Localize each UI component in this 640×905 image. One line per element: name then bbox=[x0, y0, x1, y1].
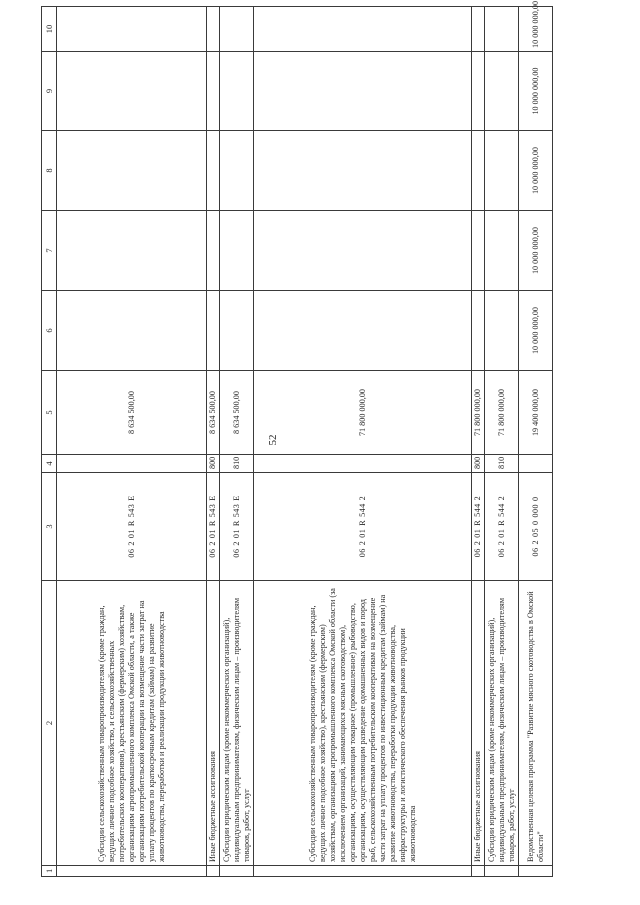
header-cell: 8 bbox=[42, 131, 57, 211]
code-segment: 544 bbox=[496, 503, 506, 517]
amount-cell bbox=[57, 7, 207, 52]
amount-cell: 10 000 000,00 bbox=[519, 52, 553, 131]
code-segment: 06 bbox=[530, 547, 540, 557]
table-row bbox=[220, 7, 254, 877]
expense-type-cell bbox=[57, 455, 207, 473]
header-cell: 10 bbox=[42, 7, 57, 52]
classification-code-cell bbox=[519, 473, 553, 581]
amount-cell: 10 000 000,00 bbox=[519, 291, 553, 371]
code-segment: Е bbox=[231, 495, 241, 501]
amount-cell bbox=[472, 52, 485, 131]
row-number-cell bbox=[519, 866, 553, 877]
code-segment: 000 bbox=[530, 504, 540, 518]
description-cell: Иные бюджетные ассигнования bbox=[207, 581, 220, 866]
amount-cell bbox=[57, 291, 207, 371]
code-segment: 0 bbox=[530, 520, 540, 525]
code-segment: 01 bbox=[496, 528, 506, 538]
amount-cell: 8 634 500,00 bbox=[220, 371, 254, 455]
row-number-cell bbox=[472, 866, 485, 877]
code-segment: 2 bbox=[496, 540, 506, 546]
code-segment: 2 bbox=[126, 541, 136, 546]
code-segment: 2 bbox=[473, 540, 482, 546]
amount-cell bbox=[207, 52, 220, 131]
code-segment: 01 bbox=[126, 529, 136, 539]
table-row bbox=[519, 7, 553, 877]
code-segment: 543 bbox=[126, 503, 136, 518]
row-number-cell bbox=[254, 866, 472, 877]
classification-code-cell bbox=[57, 473, 207, 581]
amount-cell bbox=[220, 131, 254, 211]
code-segment: 544 bbox=[473, 503, 482, 517]
code-segment: 06 bbox=[473, 548, 482, 558]
amount-cell bbox=[485, 131, 519, 211]
row-number-cell bbox=[485, 866, 519, 877]
amount-cell bbox=[220, 291, 254, 371]
amount-cell bbox=[207, 7, 220, 52]
table-body bbox=[42, 0, 553, 877]
header-cell: 6 bbox=[42, 291, 57, 371]
header-row bbox=[42, 7, 57, 877]
expense-type-cell bbox=[254, 455, 472, 473]
amount-cell bbox=[485, 52, 519, 131]
amount-cell: 19 400 000,00 bbox=[519, 371, 553, 455]
header-cell: 2 bbox=[42, 581, 57, 866]
header-cell: 4 bbox=[42, 455, 57, 473]
header-cell: 1 bbox=[42, 866, 57, 877]
amount-cell bbox=[220, 211, 254, 291]
amount-cell bbox=[220, 52, 254, 131]
code-segment: Е bbox=[208, 495, 217, 501]
code-segment: Е bbox=[126, 495, 136, 501]
classification-code-cell bbox=[472, 473, 485, 581]
row-number-cell bbox=[207, 866, 220, 877]
code-segment: 06 bbox=[496, 548, 506, 558]
code-segment: 2 bbox=[357, 540, 367, 546]
amount-cell bbox=[207, 131, 220, 211]
amount-cell bbox=[254, 131, 472, 211]
table-row bbox=[57, 7, 207, 877]
expense-type-cell: 810 bbox=[220, 455, 254, 473]
code-segment: 06 bbox=[208, 548, 217, 558]
amount-cell bbox=[254, 211, 472, 291]
code-segment: 01 bbox=[473, 528, 482, 538]
code-segment: 2 bbox=[231, 541, 241, 546]
amount-cell: 10 000 000,00 bbox=[519, 7, 553, 52]
amount-cell: 8 634 500,00 bbox=[57, 371, 207, 455]
header-cell: 3 bbox=[42, 473, 57, 581]
description-cell: Субсидии юридическим лицам (кроме некоммерческих организаций), индивидуальным предпринимателям, физическим лицам – производителям товаров, работ, услуг bbox=[485, 581, 519, 866]
classification-code-cell bbox=[207, 473, 220, 581]
amount-cell bbox=[57, 52, 207, 131]
row-number-cell bbox=[220, 866, 254, 877]
amount-cell bbox=[220, 7, 254, 52]
table-row bbox=[485, 7, 519, 877]
code-segment: 06 bbox=[231, 548, 241, 558]
budget-table bbox=[41, 0, 553, 877]
header-cell: 7 bbox=[42, 211, 57, 291]
code-segment: 544 bbox=[357, 503, 367, 517]
code-segment: 543 bbox=[231, 503, 241, 518]
rotated-table-wrapper bbox=[41, 0, 586, 877]
code-segment: R bbox=[208, 520, 217, 527]
amount-cell bbox=[472, 291, 485, 371]
amount-cell bbox=[57, 211, 207, 291]
amount-cell: 10 000 000,00 bbox=[519, 211, 553, 291]
code-segment: 2 bbox=[473, 495, 482, 501]
amount-cell: 10 000 000,00 bbox=[519, 131, 553, 211]
amount-cell bbox=[254, 7, 472, 52]
amount-cell bbox=[472, 7, 485, 52]
amount-cell bbox=[485, 7, 519, 52]
row-number-cell bbox=[57, 866, 207, 877]
code-segment: 05 bbox=[530, 528, 540, 537]
description-cell: Субсидии юридическим лицам (кроме некоммерческих организаций), индивидуальным предпринимателям, физическим лицам – производителям товаров, работ, услуг bbox=[220, 581, 254, 866]
code-segment: 2 bbox=[357, 495, 367, 501]
amount-cell: 8 634 500,00 bbox=[207, 371, 220, 455]
code-segment: 543 bbox=[208, 503, 217, 518]
table-row bbox=[207, 7, 220, 877]
code-segment: 01 bbox=[208, 529, 217, 539]
header-cell: 5 bbox=[42, 371, 57, 455]
amount-cell bbox=[207, 211, 220, 291]
amount-cell bbox=[472, 131, 485, 211]
classification-code-cell bbox=[220, 473, 254, 581]
description-cell: Субсидии сельскохозяйственным товаропроизводителям (кроме граждан, ведущих личное подсобное хозяйство), крестьянским (фермерским) хозяйствам, организациям агропромышленного комплекса Омской области (за исключением организаций, занимающихся мясным скотоводством), организациям, осуществляющим товарное (промышленное) рыбоводство, организациям, осуществляющим разведение одомашненных видов и пород рыб, сельскохозяйственным потребительским кооперативам на возмещение части затрат на уплату процентов по инвестиционным кредитам (займам) на развитие животноводства, переработки продукции животноводства, инфраструктуры и логистического обеспечения рынков продукции животноводства bbox=[254, 581, 472, 866]
amount-cell bbox=[485, 211, 519, 291]
expense-type-cell bbox=[519, 455, 553, 473]
expense-type-cell: 800 bbox=[472, 455, 485, 473]
code-segment: 2 bbox=[530, 540, 540, 545]
code-segment: 2 bbox=[208, 541, 217, 546]
code-segment: 01 bbox=[231, 529, 241, 539]
code-segment: 06 bbox=[126, 548, 136, 558]
classification-code-cell bbox=[485, 473, 519, 581]
description-cell: Ведомственная целевая программа "Развитие мясного скотоводства в Омской области" bbox=[519, 581, 553, 866]
code-segment: R bbox=[126, 520, 136, 527]
amount-cell: 71 800 000,00 bbox=[254, 371, 472, 455]
description-cell: Иные бюджетные ассигнования bbox=[472, 581, 485, 866]
amount-cell bbox=[472, 211, 485, 291]
classification-code-cell bbox=[254, 473, 472, 581]
amount-cell bbox=[57, 131, 207, 211]
table-row bbox=[254, 7, 472, 877]
amount-cell: 71 800 000,00 bbox=[472, 371, 485, 455]
expense-type-cell: 810 bbox=[485, 455, 519, 473]
header-cell: 9 bbox=[42, 52, 57, 131]
amount-cell bbox=[254, 291, 472, 371]
amount-cell bbox=[207, 291, 220, 371]
table-row bbox=[472, 7, 485, 877]
code-segment: R bbox=[231, 520, 241, 527]
code-segment: 0 bbox=[530, 496, 540, 502]
amount-cell bbox=[485, 291, 519, 371]
code-segment: 06 bbox=[357, 548, 367, 558]
code-segment: R bbox=[496, 519, 506, 526]
amount-cell: 71 800 000,00 bbox=[485, 371, 519, 455]
page-number: 52 bbox=[267, 434, 279, 446]
code-segment: 01 bbox=[357, 528, 367, 538]
code-segment: R bbox=[357, 519, 367, 526]
amount-cell bbox=[254, 52, 472, 131]
code-segment: 2 bbox=[496, 495, 506, 501]
expense-type-cell: 800 bbox=[207, 455, 220, 473]
description-cell: Субсидии сельскохозяйственным товаропроизводителям (кроме граждан, ведущих личное подсобное хозяйство, и сельскохозяйственных потребительских кооперативов), крестьянским (фермерским) хозяйствам, организациям агропромышленного комплекса Омской области, а также организациям потребительской кооперации на возмещение части затрат на уплату процентов по краткосрочным кредитам (займам) на развитие животноводства, переработки и реализации продукции животноводства bbox=[57, 581, 207, 866]
code-segment: R bbox=[473, 519, 482, 526]
